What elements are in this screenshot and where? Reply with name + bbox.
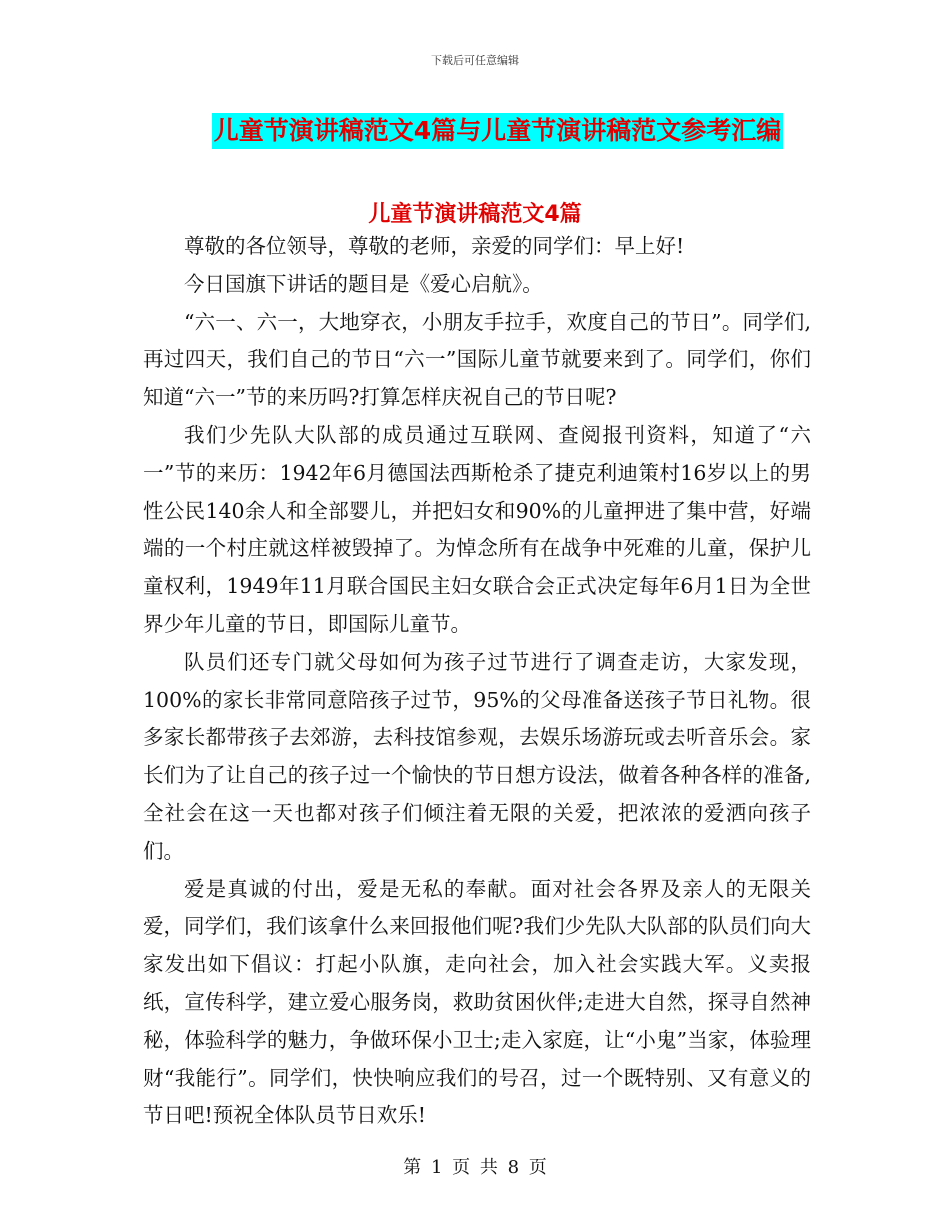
section-title: 儿童节演讲稿范文4篇 [368, 202, 582, 227]
paragraph: 队员们还专门就父母如何为孩子过节进行了调查走访，大家发现，100%的家长非常同意陪孩子过节，95%的父母准备送孩子节日礼物。很多家长都带孩子去郊游，去科技馆参观，去娱乐场游玩或去听音乐会。家长们为了让自己的孩子过一个愉快的节日想方设法，做着各种各样的准备,全社会在这一天也都对孩子们倾注着无限的关爱，把浓浓的爱洒向孩子们。 [143, 649, 811, 863]
page-number: 第 1 页 共 8 页 [403, 1157, 547, 1178]
paragraph: 我们少先队大队部的成员通过互联网、查阅报刊资料，知道了“六一”节的来历：1942年6月德国法西斯枪杀了捷克利迪策村16岁以上的男性公民140余人和全部婴儿，并把妇女和90%的儿童押进了集中营，好端端的一个村庄就这样被毁掉了。为悼念所有在战争中死难的儿童，保护儿童权利，1949年11月联合国民主妇女联合会正式决定每年6月1日为全世界少年儿童的节日，即国际儿童节。 [143, 422, 811, 636]
paragraph: 今日国旗下讲话的题目是《爱心启航》。 [184, 271, 543, 296]
document-body [143, 228, 811, 1135]
main-title-container [0, 113, 950, 149]
document-title: 儿童节演讲稿范文4篇与儿童节演讲稿范文参考汇编 [212, 113, 783, 149]
page-header-note: 下载后可任意编辑 [431, 54, 519, 67]
paragraph: 爱是真诚的付出，爱是无私的奉献。面对社会各界及亲人的无限关爱，同学们，我们该拿什么来回报他们呢?我们少先队大队部的队员们向大家发出如下倡议：打起小队旗，走向社会，加入社会实践大军。义卖报纸，宣传科学，建立爱心服务岗，救助贫困伙伴;走进大自然，探寻自然神秘，体验科学的魅力，争做环保小卫士;走入家庭，让“小鬼”当家，体验理财“我能行”。同学们，快快响应我们的号召，过一个既特别、又有意义的节日吧!预祝全体队员节日欢乐! [143, 876, 811, 1128]
paragraph: 尊敬的各位领导，尊敬的老师，亲爱的同学们：早上好! [184, 234, 685, 258]
paragraph: “六一、六一，大地穿衣，小朋友手拉手，欢度自己的节日”。同学们,再过四天，我们自己的节日“六一”国际儿童节就要来到了。同学们，你们知道“六一”节的来历吗?打算怎样庆祝自己的节日呢? [143, 309, 811, 410]
